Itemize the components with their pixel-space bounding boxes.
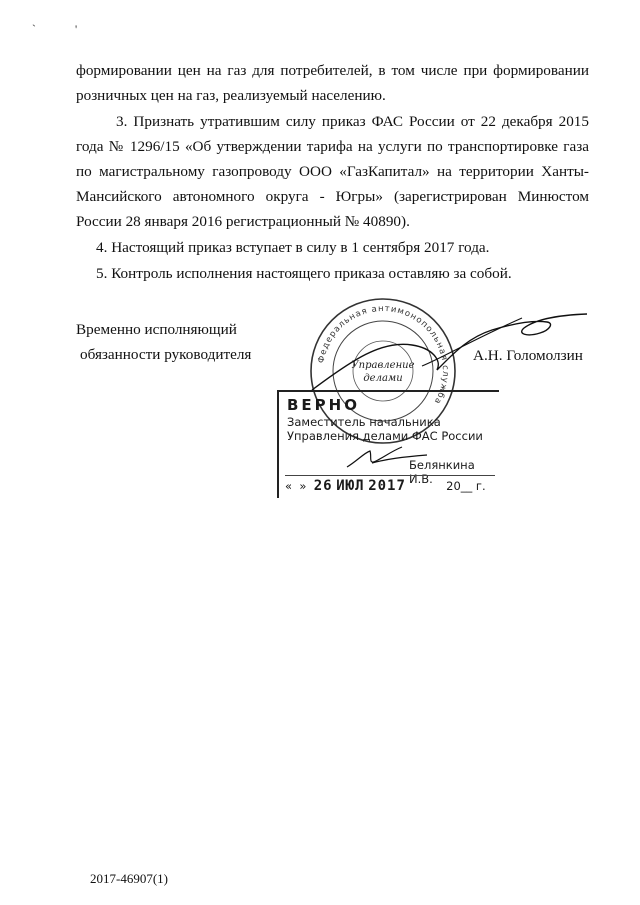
stamp-date: « » 26 ИЮЛ 2017 20__ г. (285, 478, 486, 494)
signatory-title (76, 317, 251, 367)
document-number: 2017-46907(1) (90, 871, 168, 886)
seal-center-line2: делами (363, 373, 403, 384)
stamp-date-year: 2017 (368, 478, 406, 494)
signatory-title-line1: Временно исполняющий (76, 321, 237, 338)
paragraph-5: 5. Контроль исполнения настоящего приказа оставляю за собой. (96, 265, 512, 282)
stamp-verno: ВЕРНО (287, 396, 360, 414)
paragraph-4: 4. Настоящий приказ вступает в силу в 1 сентября 2017 года. (96, 239, 490, 256)
seal-center-line1: Управление (351, 360, 415, 371)
corner-marks: ` ' (32, 22, 96, 36)
stamp-position-line2: Управления делами ФАС России (287, 429, 483, 443)
stamp-date-day: 26 (313, 478, 333, 494)
signatory-title-line2: обязанности руководителя (80, 346, 252, 363)
paragraph-3: 3. Признать утратившим силу приказ ФАС России от 22 декабря 2015 года № 1296/15 «Об утверждении тарифа на услуги по транспортировке газа по магистральному газопроводу ООО «ГазКапитал» на территории Ханты-Мансийского автономного округа - Югры» (зарегистрирован Минюстом России 28 января 2016 регистрационный № 40890). (76, 113, 589, 230)
seal-outer-text: Федеральная антимонопольная служба (316, 303, 451, 407)
stamp-date-suffix: 20__ г. (446, 479, 486, 493)
stamp-signer: Белянкина И.В. (409, 458, 475, 486)
stamp-position-line1: Заместитель начальника (287, 415, 441, 429)
paragraph-continuation: формировании цен на газ для потребителей, в том числе при формировании розничных цен на газ, реализуемый населению. (76, 62, 589, 104)
stamp-signature (342, 443, 432, 473)
stamp-signature-line (285, 475, 495, 476)
signatory-name: А.Н. Голомолзин (473, 347, 583, 364)
stamp-date-month: ИЮЛ (336, 478, 365, 494)
